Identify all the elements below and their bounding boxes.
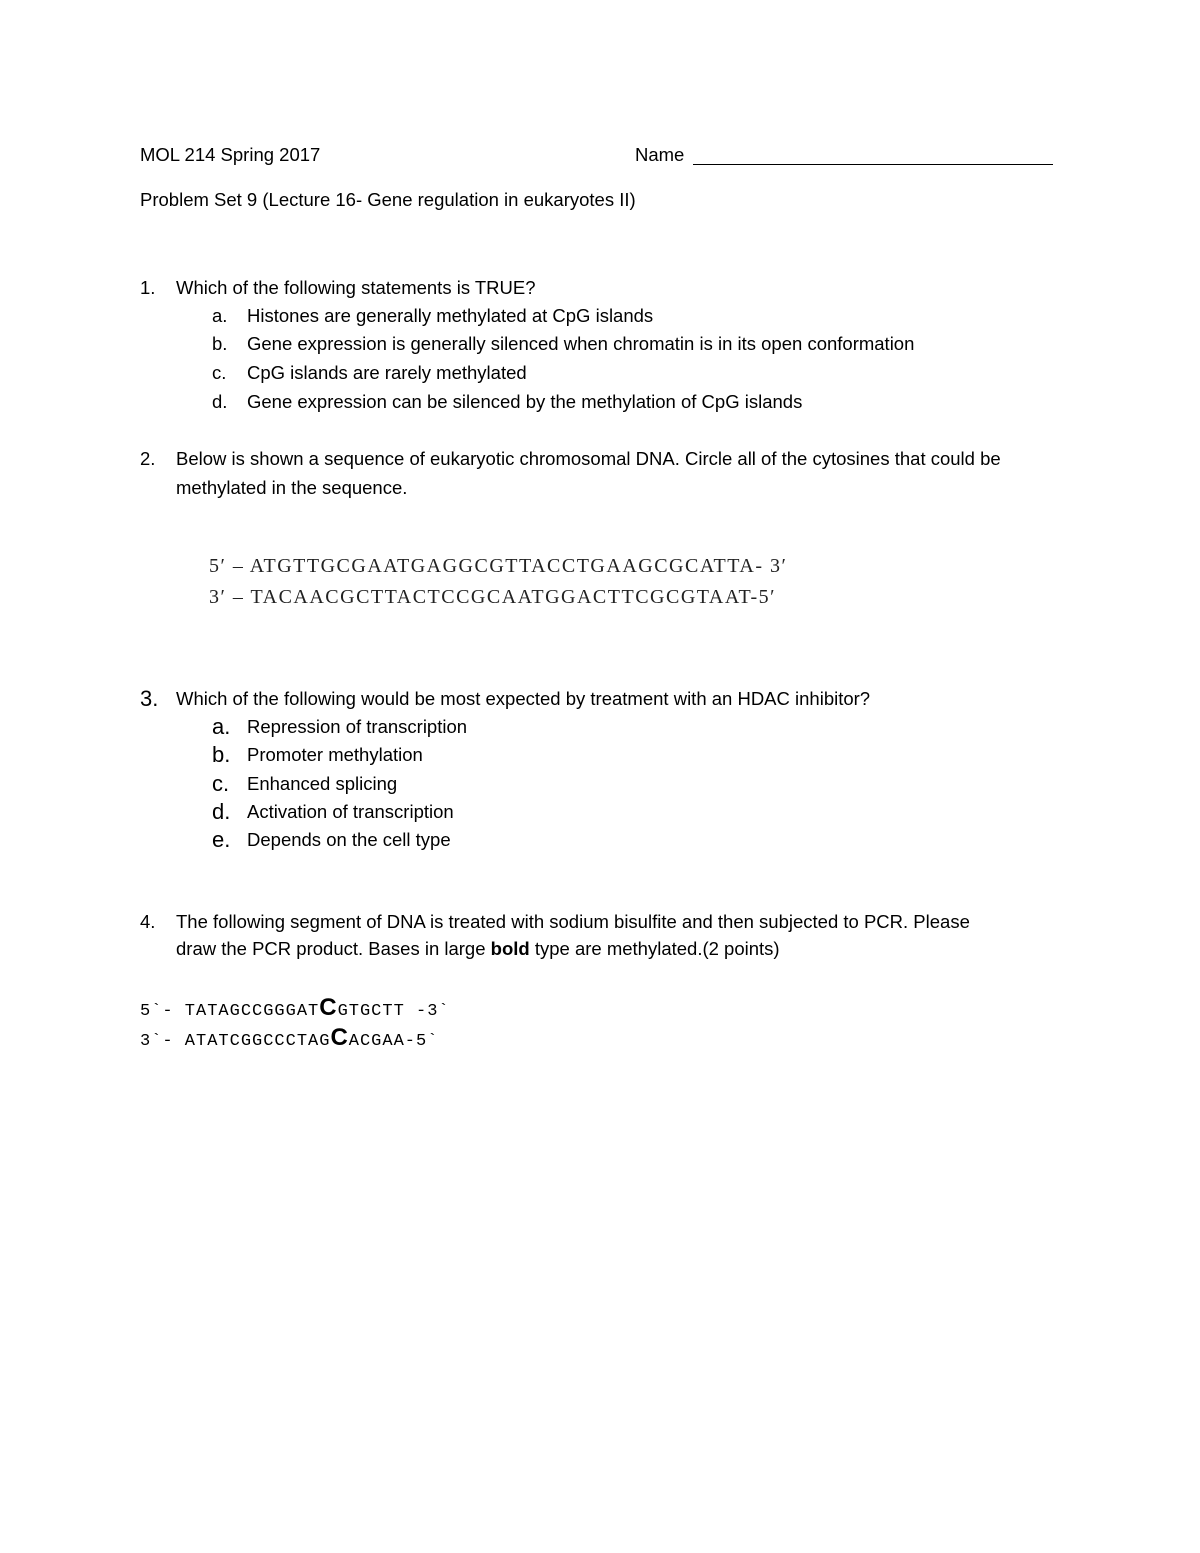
option-letter: a. bbox=[212, 714, 231, 739]
option-letter: a. bbox=[212, 305, 228, 326]
option-text: Depends on the cell type bbox=[247, 829, 451, 850]
option-letter: b. bbox=[212, 333, 228, 354]
question-number: 1. bbox=[140, 277, 156, 298]
course-title: MOL 214 Spring 2017 bbox=[140, 144, 321, 165]
option-text: Gene expression can be silenced by the methylation of CpG islands bbox=[247, 391, 803, 412]
question-text: Which of the following statements is TRUE? bbox=[176, 277, 536, 298]
question-number: 2. bbox=[140, 448, 156, 469]
pcr-strand-top[interactable] bbox=[140, 994, 450, 1022]
option-text: CpG islands are rarely methylated bbox=[247, 362, 527, 383]
strand-suffix: GTGCTT -3` bbox=[337, 1002, 450, 1021]
option-text: Activation of transcription bbox=[247, 801, 454, 822]
strand-prefix: 3`- ATATCGGCCCTAG bbox=[140, 1032, 331, 1051]
methylated-base: C bbox=[319, 994, 338, 1021]
text-segment: draw the PCR product. Bases in large bbox=[176, 938, 491, 959]
question-number: 3. bbox=[140, 686, 159, 711]
option-text: Histones are generally methylated at CpG islands bbox=[247, 305, 654, 326]
option-letter: b. bbox=[212, 742, 231, 767]
name-blank-line[interactable] bbox=[693, 164, 1053, 165]
dna-strand-bottom[interactable]: 3′ – TACAACGCTTACTCCGCAATGGACTTCGCGTAAT-5′ bbox=[209, 586, 776, 608]
question-text: Which of the following would be most expected by treatment with an HDAC inhibitor? bbox=[176, 688, 871, 709]
option-text: Enhanced splicing bbox=[247, 773, 398, 794]
name-label: Name bbox=[635, 144, 685, 165]
option-letter: d. bbox=[212, 391, 228, 412]
option-text: Promoter methylation bbox=[247, 744, 423, 765]
question-text-line-2 bbox=[176, 938, 780, 960]
dna-strand-top[interactable]: 5′ – ATGTTGCGAATGAGGCGTTACCTGAAGCGCATTA- 3′ bbox=[209, 555, 788, 577]
option-letter: d. bbox=[212, 799, 231, 824]
option-letter: c. bbox=[212, 362, 227, 383]
option-text: Gene expression is generally silenced when chromatin is in its open conformation bbox=[247, 333, 915, 354]
question-text-line-1: The following segment of DNA is treated with sodium bisulfite and then subjected to PCR. Please bbox=[176, 911, 970, 932]
strand-suffix: ACGAA-5` bbox=[348, 1032, 439, 1051]
pcr-strand-bottom[interactable] bbox=[140, 1024, 438, 1052]
option-text: Repression of transcription bbox=[247, 716, 468, 737]
problem-set-subtitle: Problem Set 9 (Lecture 16- Gene regulation in eukaryotes II) bbox=[140, 189, 636, 210]
question-text-line-2: methylated in the sequence. bbox=[176, 477, 408, 498]
option-letter: c. bbox=[212, 771, 230, 796]
bold-word: bold bbox=[490, 938, 530, 959]
methylated-base: C bbox=[330, 1024, 349, 1051]
option-letter: e. bbox=[212, 827, 231, 852]
text-segment: type are methylated.(2 points) bbox=[529, 938, 780, 959]
question-text-line-1: Below is shown a sequence of eukaryotic chromosomal DNA. Circle all of the cytosines that could be bbox=[176, 448, 1001, 469]
strand-prefix: 5`- TATAGCCGGGAT bbox=[140, 1002, 320, 1021]
question-number: 4. bbox=[140, 911, 156, 932]
